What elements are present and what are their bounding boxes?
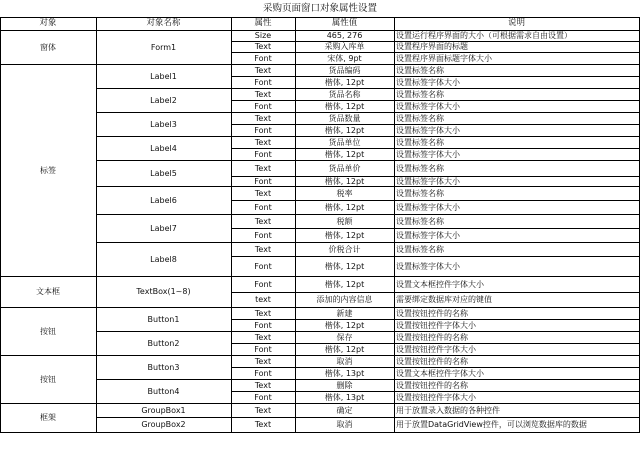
object-name-cell: Label5 <box>150 168 177 178</box>
property-cell: Font <box>254 279 272 289</box>
description-cell: 设置标签名称 <box>396 244 444 254</box>
column-divider <box>295 17 296 433</box>
property-value-cell: 新建 <box>336 308 353 318</box>
property-value-cell: 楷体, 12pt <box>324 261 365 271</box>
property-cell: Font <box>254 392 272 402</box>
column-header: 属性 <box>254 18 272 28</box>
column-divider <box>0 17 1 433</box>
property-value-cell: 楷体, 12pt <box>324 176 365 186</box>
object-type-cell: 按钮 <box>40 374 56 384</box>
property-cell: Font <box>254 368 272 378</box>
property-cell: Font <box>254 101 272 111</box>
property-value-cell: 取消 <box>336 420 353 429</box>
property-value-cell: 宋体, 9pt <box>327 53 362 63</box>
object-name-cell: GroupBox2 <box>141 420 186 429</box>
property-cell: Font <box>254 261 272 271</box>
description-cell: 设置标签字体大小 <box>396 77 460 87</box>
property-value-cell: 楷体, 12pt <box>324 230 365 240</box>
property-cell: Text <box>254 332 272 342</box>
property-value-cell: 保存 <box>336 332 353 342</box>
property-value-cell: 楷体, 13pt <box>324 368 365 378</box>
description-cell: 需要绑定数据库对应的键值 <box>396 295 492 304</box>
description-cell: 设置标签名称 <box>396 89 444 99</box>
property-cell: Text <box>254 380 272 390</box>
object-name-cell: Button4 <box>147 386 180 396</box>
property-value-cell: 楷体, 12pt <box>324 202 365 212</box>
description-cell: 设置标签名称 <box>396 216 444 226</box>
description-cell: 设置标签字体大小 <box>396 261 460 271</box>
column-header: 属性值 <box>331 18 358 28</box>
description-cell: 设置标签字体大小 <box>396 202 460 212</box>
property-cell: text <box>255 295 271 304</box>
property-value-cell: 楷体, 12pt <box>324 320 365 330</box>
property-value-cell: 取消 <box>336 356 353 366</box>
description-cell: 设置标签字体大小 <box>396 125 460 135</box>
description-cell: 设置按钮控件的名称 <box>396 308 468 318</box>
property-cell: Text <box>254 42 272 51</box>
property-value-cell: 楷体, 12pt <box>324 344 365 354</box>
property-cell: Text <box>254 216 272 226</box>
column-divider <box>96 17 97 433</box>
property-value-cell: 货品名称 <box>328 89 361 99</box>
property-cell: Text <box>254 356 272 366</box>
object-name-cell: Label3 <box>150 119 177 129</box>
description-cell: 设置标签名称 <box>396 137 444 147</box>
property-value-cell: 楷体, 12pt <box>324 149 365 159</box>
property-value-cell: 楷体, 13pt <box>324 392 365 402</box>
column-header: 对象 <box>39 18 57 28</box>
column-header: 说明 <box>507 18 525 28</box>
description-cell: 设置文本框控件字体大小 <box>396 279 484 289</box>
property-cell: Text <box>254 65 272 75</box>
property-value-cell: 税额 <box>336 216 353 226</box>
object-type-cell: 框架 <box>40 413 56 422</box>
description-cell: 设置标签名称 <box>396 163 444 173</box>
object-name-cell: TextBox(1~8) <box>136 287 191 296</box>
property-cell: Text <box>254 244 272 254</box>
description-cell: 设置程序界面的标题 <box>396 42 468 51</box>
object-name-cell: Form1 <box>150 42 177 52</box>
property-cell: Font <box>254 230 272 240</box>
property-value-cell: 楷体, 12pt <box>324 279 365 289</box>
property-value-cell: 采购入库单 <box>324 42 365 51</box>
description-cell: 设置标签名称 <box>396 113 444 123</box>
property-value-cell: 添加的内容信息 <box>316 295 373 304</box>
property-cell: Font <box>254 53 272 63</box>
description-cell: 用于放置DataGridView控件，可以浏览数据库的数据 <box>396 420 587 429</box>
object-name-cell: GroupBox1 <box>141 405 186 415</box>
description-cell: 设置标签字体大小 <box>396 176 460 186</box>
object-name-cell: Button2 <box>147 338 180 348</box>
property-cell: Font <box>254 77 272 87</box>
object-name-cell: Label1 <box>150 71 177 81</box>
property-value-cell: 货品编码 <box>328 65 361 75</box>
column-header: 对象名称 <box>146 18 181 28</box>
property-value-cell: 楷体, 12pt <box>324 77 365 87</box>
property-cell: Text <box>254 113 272 123</box>
object-name-cell: Label2 <box>150 95 177 105</box>
property-cell: Text <box>254 163 272 173</box>
description-cell: 设置按钮控件字体大小 <box>396 344 476 354</box>
property-value-cell: 货品单位 <box>328 137 361 147</box>
property-value-cell: 楷体, 12pt <box>324 125 365 135</box>
object-name-cell: Button3 <box>147 362 180 372</box>
description-cell: 设置文本框控件字体大小 <box>396 368 484 378</box>
table-title: 采购页面窗口对象属性设置 <box>262 3 377 14</box>
description-cell: 设置标签字体大小 <box>396 149 460 159</box>
property-cell: Size <box>254 31 272 40</box>
description-cell: 设置运行程序界面的大小（可根据需求自由设置） <box>396 31 572 40</box>
property-value-cell: 货品单价 <box>328 163 361 173</box>
description-cell: 设置标签名称 <box>396 188 444 198</box>
property-value-cell: 税率 <box>336 188 353 198</box>
property-cell: Font <box>254 125 272 135</box>
property-cell: Text <box>254 405 272 415</box>
property-value-cell: 楷体, 12pt <box>324 101 365 111</box>
property-cell: Text <box>254 137 272 147</box>
property-value-cell: 465, 276 <box>326 31 363 40</box>
object-type-cell: 窗体 <box>40 42 56 52</box>
property-value-cell: 价税合计 <box>328 244 361 254</box>
description-cell: 设置按钮控件的名称 <box>396 380 468 390</box>
column-divider <box>394 17 395 433</box>
property-value-cell: 货品数量 <box>328 113 361 123</box>
description-cell: 用于放置录入数据的各种控件 <box>396 405 500 415</box>
object-name-cell: Label6 <box>150 195 177 205</box>
description-cell: 设置程序界面标题字体大小 <box>396 53 492 63</box>
property-cell: Font <box>254 176 272 186</box>
object-type-cell: 标签 <box>40 165 56 175</box>
object-type-cell: 文本框 <box>36 287 60 296</box>
object-name-cell: Label7 <box>150 223 177 233</box>
description-cell: 设置标签字体大小 <box>396 230 460 240</box>
description-cell: 设置按钮控件字体大小 <box>396 392 476 402</box>
description-cell: 设置按钮控件字体大小 <box>396 320 476 330</box>
property-cell: Text <box>254 308 272 318</box>
property-cell: Text <box>254 420 272 429</box>
description-cell: 设置按钮控件的名称 <box>396 332 468 342</box>
object-type-cell: 按钮 <box>40 326 56 336</box>
property-cell: Font <box>254 149 272 159</box>
object-name-cell: Label4 <box>150 143 177 153</box>
property-cell: Font <box>254 202 272 212</box>
property-value-cell: 删除 <box>336 380 353 390</box>
property-cell: Font <box>254 344 272 354</box>
description-cell: 设置标签名称 <box>396 65 444 75</box>
property-cell: Font <box>254 320 272 330</box>
property-cell: Text <box>254 188 272 198</box>
object-name-cell: Button1 <box>147 314 180 324</box>
description-cell: 设置标签字体大小 <box>396 101 460 111</box>
column-divider <box>231 17 232 433</box>
description-cell: 设置按钮控件的名称 <box>396 356 468 366</box>
object-name-cell: Label8 <box>150 254 177 264</box>
property-value-cell: 确定 <box>336 405 353 415</box>
property-cell: Text <box>254 89 272 99</box>
